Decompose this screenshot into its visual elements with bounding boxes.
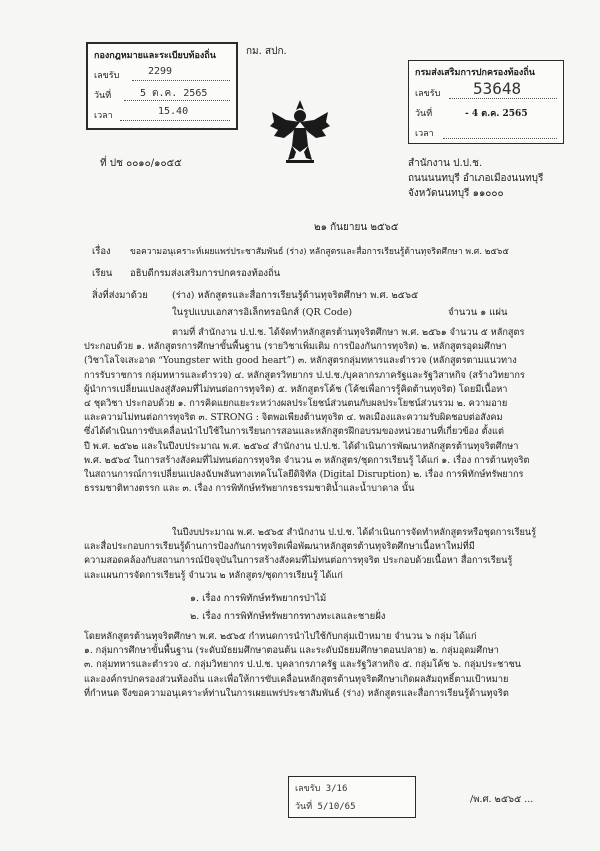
paragraph-line: และความไม่ทนต่อการทุจริต ๓. STRONG : จิตพอเพียงต้านทุจริต ๔. พลเมืองและความรับผิดชอบต่อสังคม [84, 412, 503, 424]
garuda-emblem-icon [266, 96, 334, 168]
to-label: เรียน [92, 268, 113, 279]
stamp-date-label: วันที่ [94, 91, 112, 101]
paragraph-line: (วิชาโลโจเสะอาด “Youngster with good heart”) ๓. หลักสูตรกลุ่มทหารและตำรวจ (หลักสูตรตามแนวทาง [84, 355, 517, 367]
paragraph-line: ที่กำหนด จึงขอความอนุเคราะห์ท่านในการเผยแพร่ประชาสัมพันธ์ (ร่าง) หลักสูตรและสื่อการเรียนรู้ด้านทุจริต [84, 687, 509, 699]
stamp-date-value: 5 ต.ค. 2565 [140, 88, 208, 99]
enclosure-item: (ร่าง) หลักสูตรและสื่อการเรียนรู้ด้านทุจริตศึกษา พ.ศ. ๒๕๖๕ [172, 290, 419, 301]
stamp-received-no: 2299 [148, 66, 173, 77]
enclosure-label: สิ่งที่ส่งมาด้วย [92, 290, 148, 301]
bottom-stamp-line: เลขรับ 3/16 [295, 784, 348, 794]
paragraph-line: ในปีงบประมาณ พ.ศ. ๒๕๖๕ สำนักงาน ป.ป.ช. ได้ดำเนินการจัดทำหลักสูตรหรือชุดการเรียนรู้ [172, 527, 537, 538]
list-item: ๑. เรื่อง การพิทักษ์ทรัพยากรป่าไม้ [190, 593, 327, 604]
paragraph-line: และสื่อประกอบการเรียนรู้ด้านการป้องกันการทุจริตเพื่อพัฒนาหลักสูตรต้านทุจริตศึกษาเนื้อหาใหม่ที่มี [84, 541, 475, 553]
sender-address [408, 156, 543, 201]
body-paragraph-2 [84, 526, 550, 583]
paragraph-line: ความสอดคล้องกับสถานการณ์ปัจจุบันในการสร้างสังคมที่ไม่ทนต่อการทุจริต ประกอบด้วยเนื้อหา สื่อการเรียนรู้ [84, 555, 513, 567]
stamp-right-received-label: เลขรับ [415, 89, 441, 99]
stamp-right-org: กรมส่งเสริมการปกครองท้องถิ่น [415, 68, 535, 78]
reference-number: ที่ ปช ๐๐๑๐/๑๐๕๕ [100, 158, 182, 169]
stamp-right-date-value: - 4 ต.ค. 2565 [465, 109, 528, 119]
continued-marker: /พ.ศ. ๒๕๖๕ ... [470, 794, 534, 805]
stamp-time-value: 15.40 [158, 106, 189, 117]
paragraph-line: ๓. กลุ่มทหารและตำรวจ ๔. กลุ่มวิทยากร ป.ป.ช. บุคลากรภาครัฐ และรัฐวิสาหกิจ ๕. กลุ่มโค้ช ๖. กลุ่มประชาชน [84, 659, 522, 671]
paragraph-line: ปี พ.ศ. ๒๕๖๒ และในปีงบประมาณ พ.ศ. ๒๕๖๔ สำนักงาน ป.ป.ช. ได้ดำเนินการพัฒนาหลักสูตรต้านทุจริตศึกษา [84, 440, 519, 452]
to-text: อธิบดีกรมส่งเสริมการปกครองท้องถิ่น [130, 268, 281, 279]
paragraph-line: ธรรมชาติทางตรรก และ ๓. เรื่อง การพิทักษ์ทรัพยากรธรรมชาติน้ำและน้ำบาดาล นั้น [84, 483, 415, 495]
enclosure-item-format: ในรูปแบบเอกสารอิเล็กทรอนิกส์ (QR Code) [172, 307, 353, 318]
paragraph-line: ๔ ชุดวิชา ประกอบด้วย ๑. การคิดแยกแยะระหว่างผลประโยชน์ส่วนตนกับผลประโยชน์ส่วนรวม ๒. ความอาย [84, 398, 508, 410]
paragraph-line: พ.ศ. ๒๕๖๔ ในการสร้างสังคมที่ไม่ทนต่อการทุจริต จำนวน ๓ หลักสูตร/ชุดการเรียนรู้ ได้แก่ ๑. เรื่อง การต้านทุจริต [84, 454, 530, 466]
address-line: ถนนนนทบุรี อำเภอเมืองนนทบุรี [408, 173, 544, 184]
subject-label: เรื่อง [92, 246, 111, 257]
enclosure-quantity: จำนวน ๑ แผ่น [448, 307, 508, 318]
topic-list [190, 590, 385, 626]
receiving-stamp-bottom [288, 776, 416, 818]
paragraph-line: และแผนการจัดการเรียนรู้ จำนวน ๒ หลักสูตร/ชุดการเรียนรู้ ได้แก่ [84, 569, 343, 581]
body-paragraph-1 [84, 326, 550, 496]
stamp-right-date-label: วันที่ [415, 109, 433, 119]
body-paragraph-3 [84, 630, 550, 701]
paragraph-line: โดยหลักสูตรต้านทุจริตศึกษา พ.ศ. ๒๕๖๕ กำหนดการนำไปใช้กับกลุ่มเป้าหมาย จำนวน ๖ กลุ่ม ได้แก่ [84, 631, 477, 642]
paragraph-line: ผู้นำการเปลี่ยนแปลงสู่สังคมที่ไม่ทนต่อการทุจริต) ๕. หลักสูตรโค้ช (โค้ชเพื่อการรู้คิดต้านทุจริต) โดยมีเนื้อหา [84, 383, 508, 395]
document-date: ๒๑ กันยายน ๒๕๖๕ [314, 222, 399, 233]
paragraph-line: ตามที่ สำนักงาน ป.ป.ช. ได้จัดทำหลักสูตรต้านทุจริตศึกษา พ.ศ. ๒๕๖๑ จำนวน ๕ หลักสูตร [172, 327, 525, 338]
paragraph-line: ในสถานการณ์การเปลี่ยนแปลงฉับพลันทางเทคโนโลยีดิจิทัล (Digital Disruption) ๒. เรื่อง การพิทักษ์ทรัพยากร [84, 469, 524, 481]
address-line: สำนักงาน ป.ป.ช. [408, 158, 483, 169]
bottom-stamp-line: วันที่ 5/10/65 [295, 802, 356, 812]
subject-text: ขอความอนุเคราะห์เผยแพร่ประชาสัมพันธ์ (ร่าง) หลักสูตรและสื่อการเรียนรู้ด้านทุจริตศึกษา พ.ศ. ๒๕๖๕ [130, 247, 509, 257]
paragraph-line: และองค์กรปกครองส่วนท้องถิ่น และเพื่อให้การขับเคลื่อนหลักสูตรต้านทุจริตศึกษาเกิดผลสัมฤทธิ์ตามเป้าหมาย [84, 673, 509, 685]
stamp-received-label: เลขรับ [94, 71, 120, 81]
paragraph-line: ซึ่งได้ดำเนินการขับเคลื่อนนำไปใช้ในการเรียนการสอนและหลักสูตรฝึกอบรมของหน่วยงานที่เกี่ยวข้อง ตั้งแต่ [84, 426, 504, 438]
stamp-right-time-label: เวลา [415, 129, 434, 139]
receiving-stamp-left [86, 42, 238, 130]
paragraph-line: ๑. กลุ่มการศึกษาขั้นพื้นฐาน (ระดับมัธยมศึกษาตอนต้น และระดับมัธยมศึกษาตอนปลาย) ๒. กลุ่มอุดมศึกษา [84, 645, 499, 657]
stamp-right-received-no: 53648 [473, 79, 522, 98]
paragraph-line: ประกอบด้วย ๑. หลักสูตรการศึกษาขั้นพื้นฐาน (รายวิชาเพิ่มเติม การป้องกันการทุจริต) ๒. หลักสูตรอุดมศึกษา [84, 341, 507, 353]
stamp-org: กองกฎหมายและระเบียบท้องถิ่น [94, 51, 216, 61]
receiving-stamp-right [408, 60, 564, 144]
list-item: ๒. เรื่อง การพิทักษ์ทรัพยากรทางทะเลและชายฝั่ง [190, 611, 386, 622]
stamp-time-label: เวลา [94, 111, 113, 121]
paragraph-line: การรับราชการ กลุ่มทหารและตำรวจ) ๔. หลักสูตรวิทยากร ป.ป.ช./บุคลากรภาครัฐและรัฐวิสาหกิจ (สร้างวิทยากร [84, 369, 525, 381]
stamp-org-extra: กม. สปก. [246, 46, 287, 57]
address-line: จังหวัดนนทบุรี ๑๑๐๐๐ [408, 188, 504, 199]
